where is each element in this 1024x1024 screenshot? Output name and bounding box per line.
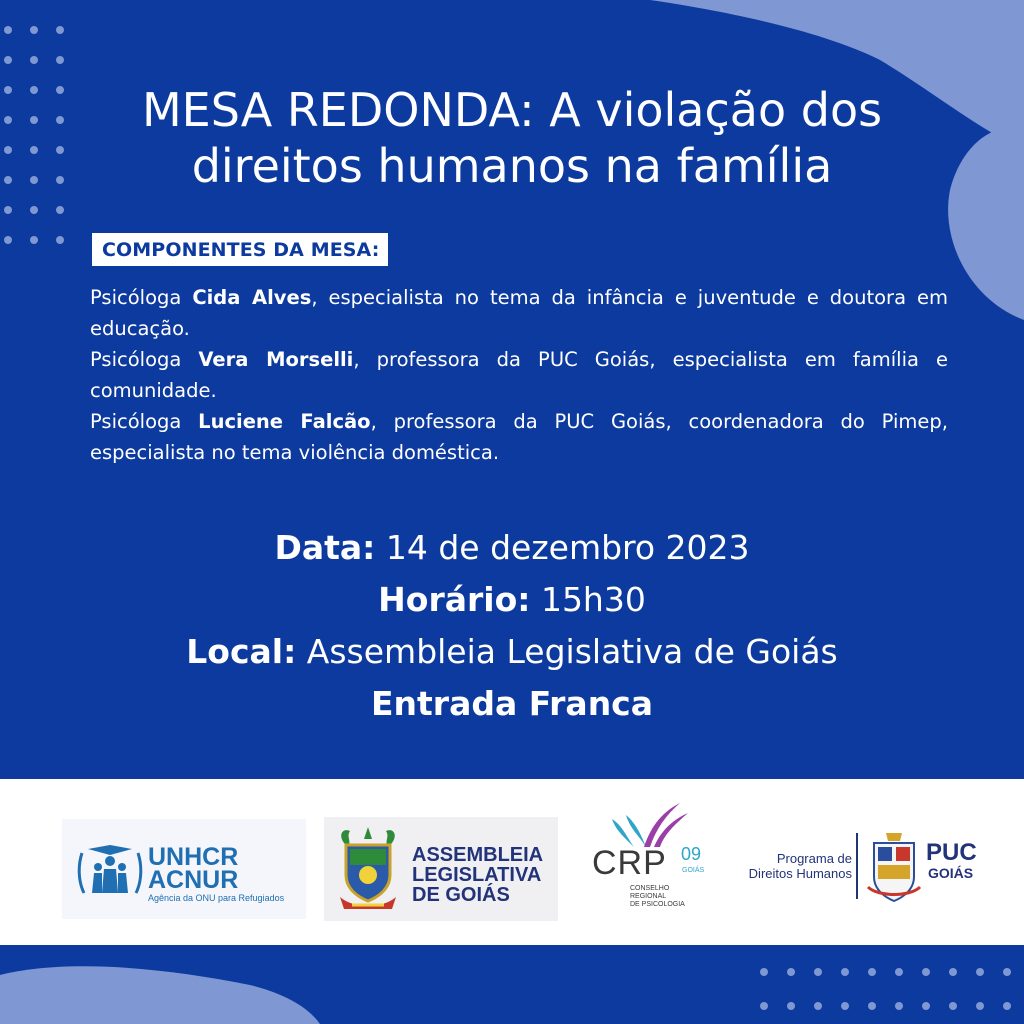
decorative-dot [30, 146, 38, 154]
acnur-name: ACNUR [148, 866, 239, 894]
crp-line-2: REGIONAL [630, 893, 667, 900]
goias-coat-of-arms-icon [332, 823, 404, 915]
decorative-dot [1003, 1002, 1011, 1010]
decorative-dot [4, 26, 12, 34]
unhcr-logo [62, 819, 306, 919]
decorative-dot [922, 1002, 930, 1010]
decorative-dot [4, 176, 12, 184]
component-item [90, 406, 948, 468]
decorative-dot [30, 56, 38, 64]
decorative-dot [922, 968, 930, 976]
decorative-dot [760, 968, 768, 976]
decorative-dot [1003, 968, 1011, 976]
decorative-dot [895, 968, 903, 976]
components-label: COMPONENTES DA MESA: [92, 233, 388, 266]
component-description: , especialista no tema da infância e juventude e doutora em educação. [90, 286, 948, 340]
decorative-dot [30, 176, 38, 184]
time-value: 15h30 [530, 580, 646, 619]
decorative-dot [56, 56, 64, 64]
component-name: Cida Alves [192, 286, 312, 309]
decorative-dot [787, 1002, 795, 1010]
component-prefix: Psicóloga [90, 410, 199, 433]
crp-number: 09 [681, 844, 702, 864]
crp-region: GOIÁS [682, 867, 705, 874]
program-line-1: Programa de [776, 851, 852, 866]
crp-line-1: CONSELHO [630, 885, 670, 892]
entry-text: Entrada Franca [370, 684, 654, 723]
unhcr-name: UNHCR [148, 843, 239, 871]
decorative-dot [56, 26, 64, 34]
assembleia-line-2: LEGISLATIVA [412, 864, 542, 886]
decorative-dot [814, 968, 822, 976]
decorative-dot [868, 1002, 876, 1010]
component-item [90, 282, 948, 344]
place-label: Local: [186, 632, 297, 671]
decorative-dot [30, 86, 38, 94]
decorative-dot [30, 206, 38, 214]
crp-letters: CRP [592, 844, 667, 882]
puc-crest-icon [864, 831, 924, 903]
decorative-dot [895, 1002, 903, 1010]
event-entry [60, 678, 964, 730]
crp-line-3: DE PSICOLOGIA [630, 901, 685, 908]
dot-pattern-bottom-decoration [748, 960, 1024, 1024]
puc-name: PUC [926, 839, 977, 866]
component-prefix: Psicóloga [90, 286, 193, 309]
decorative-dot [30, 116, 38, 124]
decorative-dot [56, 206, 64, 214]
decorative-dot [760, 1002, 768, 1010]
component-description: , professora da PUC Goiás, especialista em família e comunidade. [90, 348, 948, 402]
decorative-dot [56, 236, 64, 244]
decorative-dot [4, 236, 12, 244]
decorative-dot [814, 1002, 822, 1010]
crp-logo [586, 799, 716, 939]
assembleia-line-1: ASSEMBLEIA [412, 844, 544, 866]
date-value: 14 de dezembro 2023 [375, 528, 750, 567]
decorative-dot [30, 26, 38, 34]
decorative-dot [868, 968, 876, 976]
decorative-dot [949, 1002, 957, 1010]
puc-logo [730, 823, 990, 913]
crp-wave-icon [604, 799, 694, 849]
decorative-dot [4, 116, 12, 124]
event-place [60, 626, 964, 678]
decorative-dot [841, 968, 849, 976]
component-prefix: Psicóloga [90, 348, 199, 371]
date-label: Data: [274, 528, 376, 567]
event-title [60, 82, 964, 194]
unhcr-people-icon [76, 843, 144, 901]
decorative-dot [4, 146, 12, 154]
decorative-dot [30, 236, 38, 244]
decorative-dot [841, 1002, 849, 1010]
program-line-2: Direitos Humanos [748, 866, 852, 881]
decorative-dot [787, 968, 795, 976]
component-item [90, 344, 948, 406]
component-description: , professora da PUC Goiás, coordenadora do Pimep, especialista no tema violência doméstica. [90, 410, 948, 464]
decorative-dot [4, 56, 12, 64]
logos-footer [0, 779, 1024, 945]
time-label: Horário: [378, 580, 531, 619]
components-list [90, 282, 948, 468]
decorative-dot [4, 206, 12, 214]
place-value: Assembleia Legislativa de Goiás [296, 632, 838, 671]
event-time [60, 574, 964, 626]
component-name: Vera Morselli [198, 348, 354, 371]
unhcr-tagline: Agência da ONU para Refugiados [148, 893, 285, 903]
decorative-dot [949, 968, 957, 976]
decorative-dot [4, 86, 12, 94]
puc-region: GOIÁS [928, 865, 974, 881]
decorative-dot [976, 1002, 984, 1010]
logo-divider [856, 833, 858, 899]
decorative-dot [976, 968, 984, 976]
assembleia-line-3: DE GOIÁS [412, 884, 510, 906]
assembleia-logo [324, 817, 558, 921]
event-title-line-2: direitos humanos na família [191, 139, 833, 193]
event-title-line-1: MESA REDONDA: A violação dos [141, 83, 883, 137]
event-info [60, 522, 964, 730]
component-name: Luciene Falcão [198, 410, 371, 433]
event-date [60, 522, 964, 574]
